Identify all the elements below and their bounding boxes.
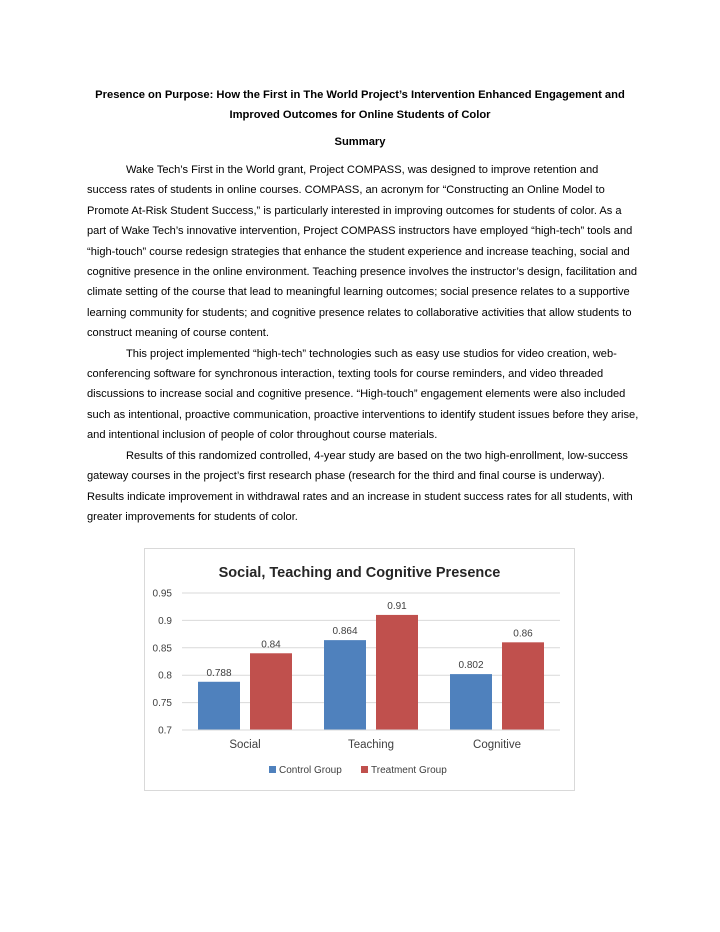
bar-control-teaching: [324, 640, 366, 730]
title-line-2: Improved Outcomes for Online Students of Color: [229, 109, 491, 121]
bar-control-cognitive: [450, 674, 492, 730]
y-tick-label: 0.8: [158, 670, 172, 682]
chart-canvas: [145, 549, 574, 790]
bar-treatment-social: [250, 653, 292, 730]
paragraph-1: Wake Tech’s First in the World grant, Project COMPASS, was designed to improve retention and success rates of students in online courses. COMPASS, an acronym for “Constructing an Online Model to Promote At-Risk Student Success,” is particularly interested in improving outcomes for students of color. As a part of Wake Tech’s innovative intervention, Project COMPASS instructors have employed “high-tech” tools and “high-touch” course redesign strategies that enhance the student experience and increase teaching, social and cognitive presence in the online environment. Teaching presence involves the instructor’s design, facilitation and climate setting of the course that lead to meaningful learning outcomes; social presence relates to a supportive learning community for students; and cognitive presence relates to collaborative activities that allow students to construct meaning of course content.: [87, 164, 638, 340]
x-tick-label: Cognitive: [473, 739, 521, 751]
paragraph-3: Results of this randomized controlled, 4-year study are based on the two high-enrollment, low-success gateway courses in the project’s first research phase (research for the third and final course is underway). Results indicate improvement in withdrawal rates and an increase in student success rates for all students, with greater improvements for students of color.: [87, 449, 633, 523]
chart-y-axis: [153, 589, 173, 737]
summary-body: [87, 160, 640, 527]
data-label: 0.84: [261, 639, 281, 651]
x-tick-label: Social: [229, 739, 261, 751]
bar-control-social: [198, 682, 240, 730]
y-tick-label: 0.9: [158, 615, 172, 627]
y-tick-label: 0.75: [152, 698, 172, 710]
chart-title: Social, Teaching and Cognitive Presence: [218, 565, 501, 581]
legend-entry: Treatment Group: [371, 765, 447, 776]
x-tick-label: Teaching: [347, 739, 395, 751]
paragraph-2: This project implemented “high-tech” technologies such as easy use studios for video creation, web-conferencing software for synchronous interaction, texting tools for course reminders, and video threaded discussions to increase social and cognitive presence. “High-touch” engagement elements were also included such as intentional, proactive communication, proactive interventions to identify student issues before they arise, and intentional inclusion of people of color throughout course materials.: [87, 347, 639, 442]
document-title: [80, 85, 640, 125]
data-label: 0.788: [206, 667, 232, 679]
chart-x-axis: [182, 730, 560, 751]
data-label: 0.91: [387, 600, 407, 612]
presence-chart: [144, 548, 575, 791]
chart-legend: [269, 765, 447, 776]
data-label: 0.864: [332, 626, 358, 638]
bar-treatment-cognitive: [502, 642, 544, 730]
summary-heading: Summary: [334, 136, 386, 148]
y-tick-label: 0.7: [158, 725, 172, 737]
y-tick-label: 0.85: [152, 643, 172, 655]
data-label: 0.86: [513, 628, 533, 640]
legend-entry: Control Group: [279, 765, 342, 776]
title-line-1: Presence on Purpose: How the First in The World Project’s Intervention Enhanced Engagement and: [95, 89, 625, 101]
legend-swatch: [269, 766, 276, 773]
bar-treatment-teaching: [376, 615, 418, 730]
y-tick-label: 0.95: [152, 588, 172, 600]
legend-swatch: [361, 766, 368, 773]
data-label: 0.802: [458, 660, 484, 672]
chart-bars: [198, 615, 544, 730]
